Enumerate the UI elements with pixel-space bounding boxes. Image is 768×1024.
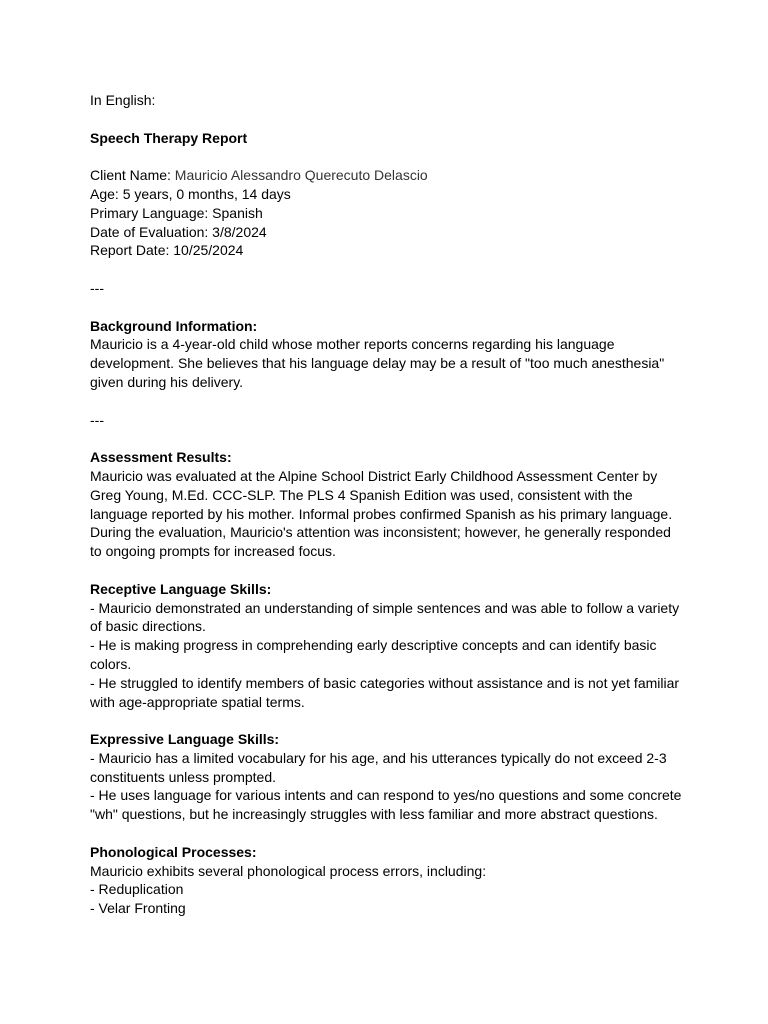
spacer (90, 392, 690, 411)
expressive-line: constituents unless prompted. (90, 768, 276, 785)
assessment-line: Mauricio was evaluated at the Alpine School District Early Childhood Assessment Center by (90, 467, 658, 484)
receptive-line: with age-appropriate spatial terms. (90, 693, 305, 710)
client-name-line (90, 166, 690, 185)
client-name-value: Mauricio Alessandro Querecuto Delascio (170, 167, 428, 184)
expressive-line: - He uses language for various intents and can respond to yes/no questions and some concrete (90, 787, 682, 804)
report-title: Speech Therapy Report (90, 129, 248, 146)
phonological-heading: Phonological Processes: (90, 843, 257, 860)
spacer (90, 824, 690, 843)
background-section (90, 317, 690, 392)
spacer (90, 429, 690, 448)
spacer (90, 147, 690, 166)
document-page (90, 91, 690, 918)
client-age: Age: 5 years, 0 months, 14 days (90, 185, 291, 202)
assessment-section (90, 448, 690, 561)
phonological-section (90, 843, 690, 918)
separator: --- (90, 411, 104, 428)
intro-line: In English: (90, 92, 156, 108)
spacer (90, 298, 690, 317)
spacer (90, 110, 690, 129)
receptive-line: - He struggled to identify members of basic categories without assistance and is not yet familiar (90, 674, 680, 691)
assessment-line: to ongoing prompts for increased focus. (90, 543, 336, 560)
receptive-heading: Receptive Language Skills: (90, 580, 272, 597)
client-name-label: Client Name: (90, 167, 171, 184)
phonological-line: - Reduplication (90, 881, 184, 898)
report-date: Report Date: 10/25/2024 (90, 242, 244, 259)
expressive-line: - Mauricio has a limited vocabulary for his age, and his utterances typically do not exceed 2-3 (90, 749, 667, 766)
background-line: development. She believes that his language delay may be a result of "too much anesthesia" (90, 355, 665, 372)
background-line: given during his delivery. (90, 373, 244, 390)
assessment-heading: Assessment Results: (90, 449, 232, 466)
assessment-line: language reported by his mother. Informal probes confirmed Spanish as his primary language. (90, 505, 673, 522)
client-info (90, 166, 690, 260)
background-heading: Background Information: (90, 317, 258, 334)
client-primary-language: Primary Language: Spanish (90, 204, 263, 221)
assessment-line: During the evaluation, Mauricio's attention was inconsistent; however, he generally responded (90, 524, 671, 541)
phonological-line: - Velar Fronting (90, 900, 186, 917)
receptive-line: of basic directions. (90, 618, 206, 635)
expressive-section (90, 730, 690, 824)
receptive-line: - Mauricio demonstrated an understanding of simple sentences and was able to follow a variety (90, 599, 680, 616)
receptive-line: - He is making progress in comprehending early descriptive concepts and can identify basic (90, 637, 657, 654)
background-line: Mauricio is a 4-year-old child whose mother reports concerns regarding his language (90, 336, 615, 353)
separator: --- (90, 279, 104, 296)
assessment-line: Greg Young, M.Ed. CCC-SLP. The PLS 4 Spanish Edition was used, consistent with the (90, 486, 633, 503)
spacer (90, 711, 690, 730)
spacer (90, 260, 690, 279)
phonological-line: Mauricio exhibits several phonological process errors, including: (90, 862, 487, 879)
evaluation-date: Date of Evaluation: 3/8/2024 (90, 223, 267, 240)
receptive-line: colors. (90, 655, 132, 672)
expressive-line: "wh" questions, but he increasingly struggles with less familiar and more abstract questions. (90, 806, 658, 823)
spacer (90, 561, 690, 580)
receptive-section (90, 580, 690, 712)
expressive-heading: Expressive Language Skills: (90, 731, 280, 748)
